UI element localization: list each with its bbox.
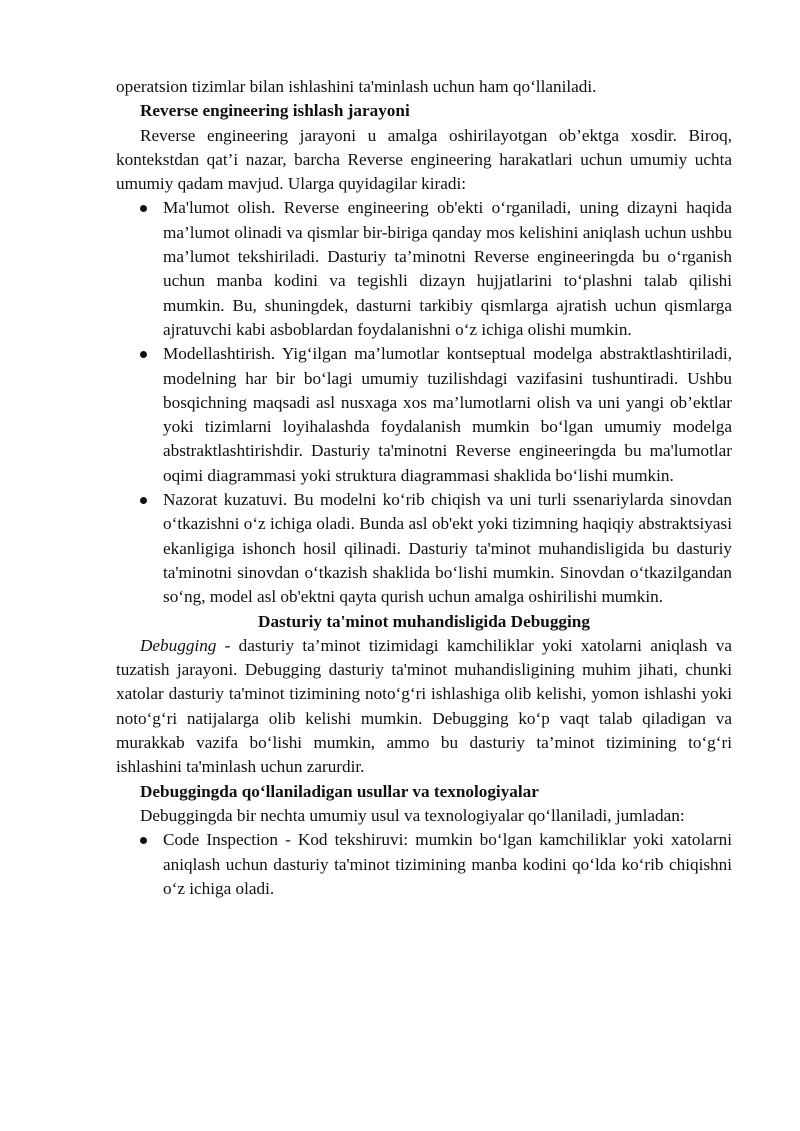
bullet-icon (140, 497, 147, 504)
paragraph-debugging-definition (116, 634, 732, 780)
section-heading-debugging: Dasturiy ta'minot muhandisligida Debugging (258, 611, 590, 631)
list-item (116, 342, 732, 488)
list-item-text: Ma'lumot olish. Reverse engineering ob'ekti o‘rganiladi, uning dizayni haqida ma’lumot olinadi va qismlar bir-biriga qanday mos kelishini aniqlash uchun ushbu ma’lumot tekshiriladi. Dasturiy ta’minotni Reverse engineeringda bu o‘rganish uchun manba kodini va tegishli dizayn hujjatlarini to‘plashni talab qilishi mumkin. Bu, shuningdek, dasturni tarkibiy qismlarga ajratish uchun qismlarga ajratuvchi kabi asboblardan foydalanishni o‘z ichiga olishi mumkin. (163, 198, 732, 339)
paragraph-reverse-engineering-intro: Reverse engineering jarayoni u amalga oshirilayotgan ob’ektga xosdir. Biroq, kontekstdan qat’i nazar, barcha Reverse engineering harakatlari uchun umumiy uchta umumiy qadam mavjud. Ularga quyidagilar kiradi: (116, 125, 732, 194)
bullet-icon (140, 205, 147, 212)
bullet-icon (140, 837, 147, 844)
debugging-definition-text: - dasturiy ta’minot tizimidagi kamchiliklar yoki xatolarni aniqlash va tuzatish jarayoni. Debugging dasturiy ta'minot muhandisligining muhim jihati, chunki xatolar dasturiy ta'minot tizimining noto‘g‘ri ishlashiga olib kelishi, yomon ishlashi yoki noto‘g‘ri natijalarga olib kelishi mumkin. Debugging ko‘p vaqt talab qiladigan va murakkab vazifa bo‘lishi mumkin, ammo bu dasturiy ta’minot tizimining to‘g‘ri ishlashini ta'minlash uchun zarurdir. (116, 635, 732, 777)
list-item (116, 488, 732, 609)
section-heading-reverse-engineering-process: Reverse engineering ishlash jarayoni (140, 101, 410, 121)
paragraph-debugging-methods-intro: Debuggingda bir nechta umumiy usul va texnologiyalar qo‘llaniladi, jumladan: (140, 805, 685, 825)
document-body (116, 75, 732, 901)
bullet-list-reverse-engineering-steps (116, 196, 732, 609)
bullet-list-debugging-methods (116, 828, 732, 901)
paragraph-continuation: operatsion tizimlar bilan ishlashini ta'minlash uchun ham qo‘llaniladi. (116, 77, 597, 96)
debugging-term: Debugging (140, 635, 217, 655)
section-heading-debugging-methods: Debuggingda qo‘llaniladigan usullar va texnologiyalar (140, 781, 539, 801)
list-item-text: Nazorat kuzatuvi. Bu modelni ko‘rib chiqish va uni turli ssenariylarda sinovdan o‘tkazishni o‘z ichiga oladi. Bunda asl ob'ekt yoki tizimning haqiqiy abstraktsiyasi ekanligiga ishonch hosil qilinadi. Dasturiy ta'minot muhandisligida bu dasturiy ta'minotni sinovdan o‘tkazish shaklida bo‘lishi mumkin. Sinovdan o‘tkazilgandan so‘ng, model asl ob'ektni qayta qurish uchun amalga oshirilishi mumkin. (163, 490, 732, 607)
list-item-text: Modellashtirish. Yig‘ilgan ma’lumotlar kontseptual modelga abstraktlashtiriladi, modelning har bir bo‘lagi umumiy tuzilishdagi vazifasini tushuntiradi. Ushbu bosqichning maqsadi asl nusxaga xos ma’lumotlarni olish va uni yangi ob’ektlar yoki tizimlarni loyihalashda foydalanish mumkin bo‘lgan umumiy modelga abstraktlashtirishdir. Dasturiy ta'minotni Reverse engineeringda bu ma'lumotlar oqimi diagrammasi yoki struktura diagrammasi shaklida bo‘lishi mumkin. (163, 344, 732, 485)
list-item-text: Code Inspection - Kod tekshiruvi: mumkin bo‘lgan kamchiliklar yoki xatolarni aniqlash uchun dasturiy ta'minot tizimining manba kodini qo‘lda ko‘rib chiqishni o‘z ichiga oladi. (163, 830, 732, 898)
list-item (116, 828, 732, 901)
bullet-icon (140, 351, 147, 358)
list-item (116, 196, 732, 342)
